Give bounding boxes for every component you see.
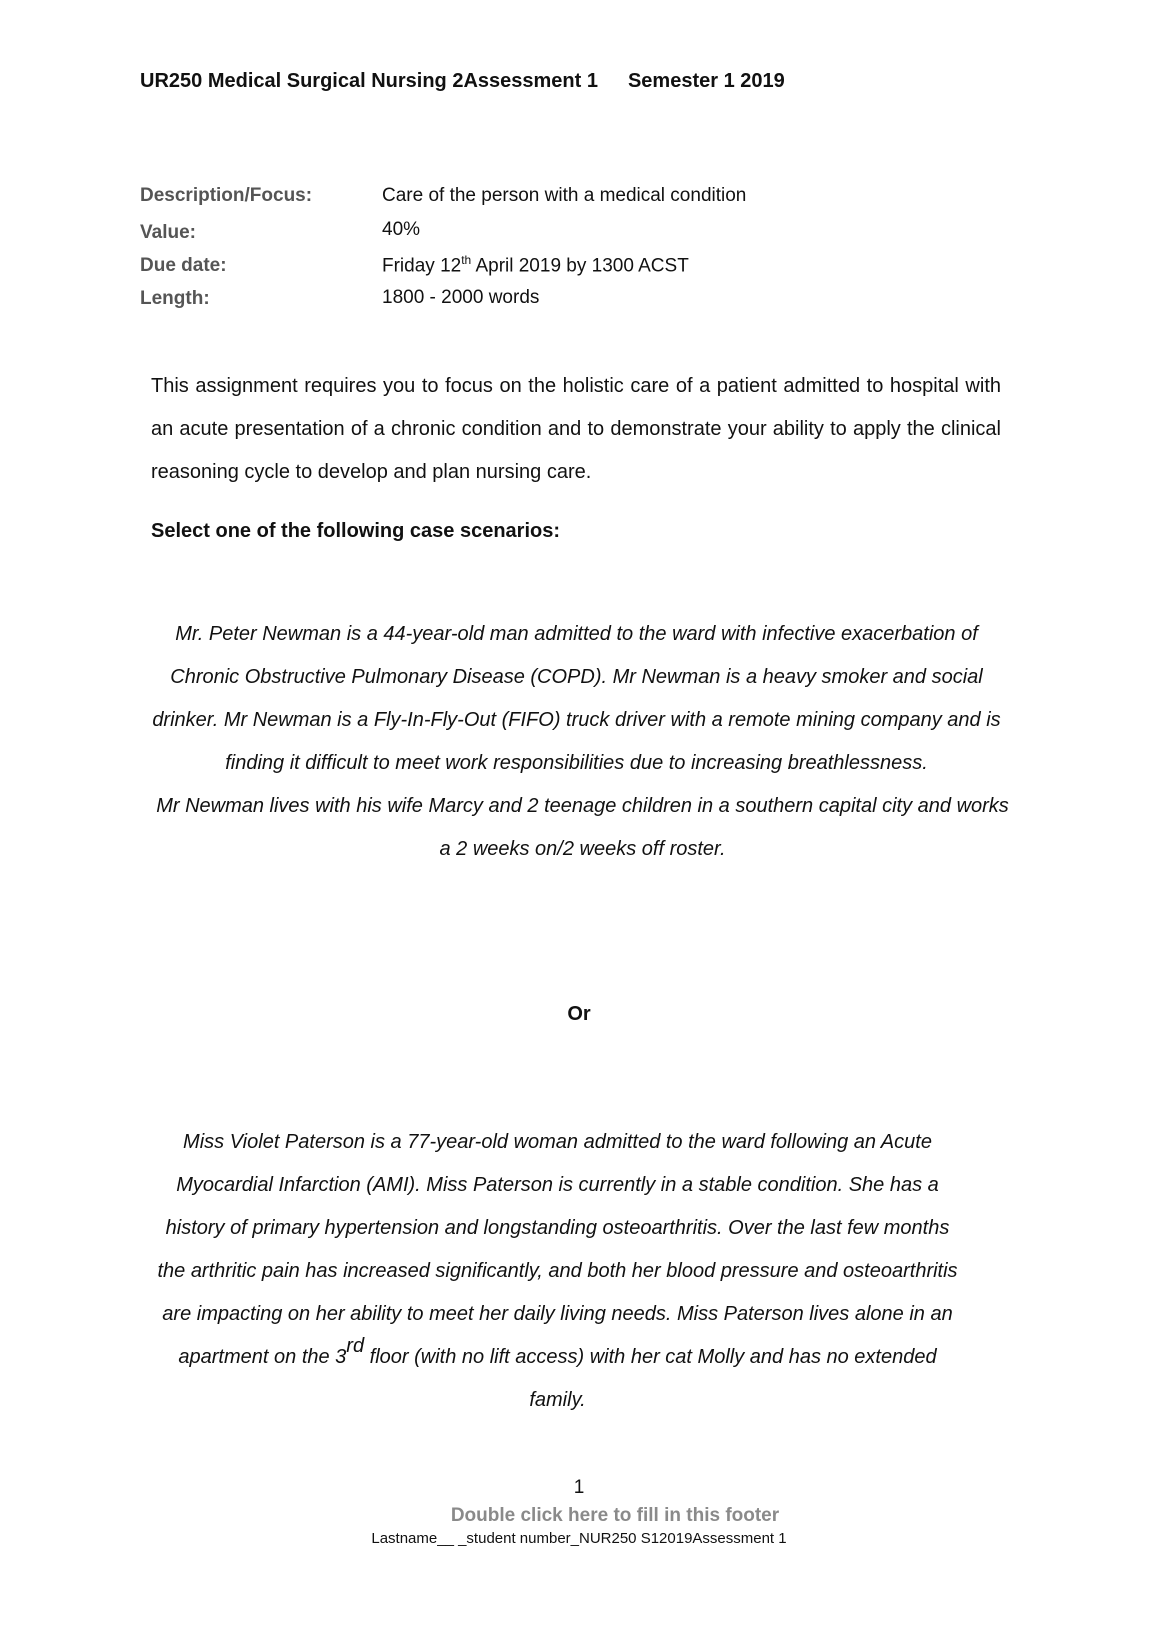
length-value: 1800 - 2000 words (382, 287, 540, 308)
or-divider: Or (567, 1003, 591, 1025)
page-number: 1 (573, 1477, 585, 1498)
case-scenario-paterson (150, 1121, 1015, 1422)
case2-text-start: Miss Violet Paterson is a 77-year-old woman admitted to the ward following an Acute Myocardial Infarction (AMI). Miss Paterson is currently in a stable condition. She has a history of primary hypertension and longstanding osteoarthritis. Over the last few months the arthritic pain has increased significantly, and both her blood pressure and osteoarthritis are impacting on her ability to meet her daily living needs. Miss Paterson lives alone in an apartment on the 3 (157, 1131, 958, 1368)
value-value: 40% (382, 219, 421, 240)
case1-paragraph-2: Mr Newman lives with his wife Marcy and 2 teenage children in a southern capital city and works a 2 weeks on/2 weeks off roster. (156, 795, 1009, 860)
footer-text: Lastname__ _student number_NUR250 S12019Assessment 1 (371, 1530, 787, 1547)
case1-paragraph: Mr. Peter Newman is a 44-year-old man admitted to the ward with infective exacerbation of Chronic Obstructive Pulmonary Disease (COPD). Mr Newman is a heavy smoker and social drinker. Mr Newman is a Fly-In-Fly-Out (FIFO) truck driver with a remote mining company and is finding it difficult to meet work responsibilities due to increasing breathlessness. (152, 623, 1001, 774)
course-title: UR250 Medical Surgical Nursing 2Assessment 1 (140, 70, 598, 92)
semester-label: Semester 1 2019 (627, 70, 785, 92)
select-heading: Select one of the following case scenarios: (151, 520, 560, 542)
length-label: Length: (140, 288, 210, 309)
footer-hint[interactable]: Double click here to fill in this footer (450, 1505, 780, 1526)
intro-paragraph: This assignment requires you to focus on the holistic care of a patient admitted to hospital with an acute presentation of a chronic condition and to demonstrate your ability to apply the clinical reasoning cycle to develop and plan nursing care. (151, 375, 1001, 483)
case2-text-end: floor (with no lift access) with her cat Molly and has no extended family. (364, 1346, 937, 1411)
value-label: Value: (140, 222, 196, 243)
case-scenario-newman (150, 613, 1015, 871)
case2-superscript: rd (346, 1335, 365, 1357)
description-label: Description/Focus: (140, 185, 313, 206)
document-header (140, 70, 785, 93)
description-value: Care of the person with a medical condition (382, 185, 747, 206)
due-date-label: Due date: (140, 255, 227, 276)
due-date-value: Friday 12th April 2019 by 1300 ACST (382, 253, 689, 277)
